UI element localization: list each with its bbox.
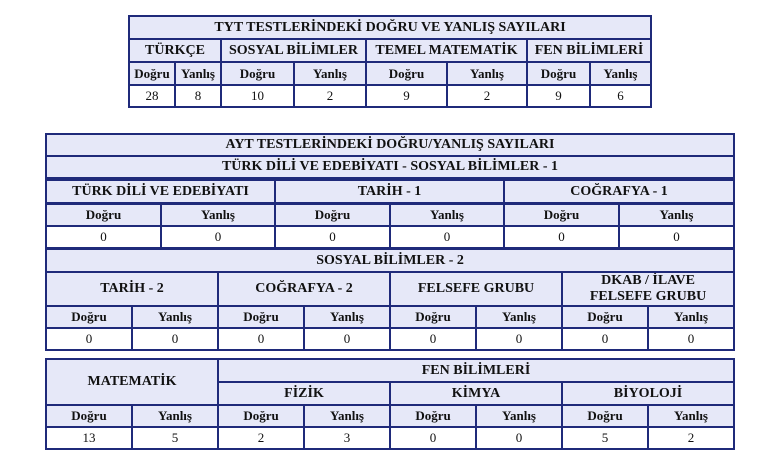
ayt-tarih-2-dogru: 0	[46, 328, 132, 350]
ayt-cografya-1-dogru: 0	[504, 226, 619, 248]
tyt-yanlis-label: Yanlış	[294, 62, 366, 85]
ayt-felsefe-dogru: 0	[390, 328, 476, 350]
ayt-dogru-label: Doğru	[562, 405, 648, 427]
ayt-tarih-1-yanlis: 0	[390, 226, 504, 248]
ayt-section1-values	[45, 203, 735, 249]
tyt-matematik-yanlis: 2	[447, 85, 527, 107]
ayt-cografya-1-yanlis: 0	[619, 226, 734, 248]
ayt-felsefe-yanlis: 0	[476, 328, 562, 350]
ayt-biyoloji-yanlis: 2	[648, 427, 734, 449]
ayt-dogru-label: Doğru	[46, 306, 132, 328]
ayt-subject-fizik: FİZİK	[218, 382, 390, 405]
ayt-cografya-2-yanlis: 0	[304, 328, 390, 350]
ayt-subject-biyoloji: BİYOLOJİ	[562, 382, 734, 405]
ayt-cografya-2-dogru: 0	[218, 328, 304, 350]
ayt-fizik-yanlis: 3	[304, 427, 390, 449]
tyt-title: TYT TESTLERİNDEKİ DOĞRU VE YANLIŞ SAYILARI	[129, 16, 651, 39]
tyt-matematik-dogru: 9	[366, 85, 447, 107]
tyt-subject-fen: FEN BİLİMLERİ	[527, 39, 651, 62]
ayt-matematik-dogru: 13	[46, 427, 132, 449]
tyt-turkce-dogru: 28	[129, 85, 175, 107]
ayt-biyoloji-dogru: 5	[562, 427, 648, 449]
ayt-section3	[45, 358, 735, 450]
ayt-subject-matematik: MATEMATİK	[46, 359, 218, 405]
ayt-yanlis-label: Yanlış	[648, 405, 734, 427]
tyt-yanlis-label: Yanlış	[590, 62, 651, 85]
ayt-tarih-1-dogru: 0	[275, 226, 390, 248]
tyt-sosyal-yanlis: 2	[294, 85, 366, 107]
ayt-kimya-dogru: 0	[390, 427, 476, 449]
ayt-title: AYT TESTLERİNDEKİ DOĞRU/YANLIŞ SAYILARI	[46, 134, 734, 156]
ayt-dogru-label: Doğru	[562, 306, 648, 328]
ayt-subject-felsefe: FELSEFE GRUBU	[390, 272, 562, 306]
ayt-subject-cografya-1: COĞRAFYA - 1	[504, 180, 734, 203]
ayt-fen-title: FEN BİLİMLERİ	[218, 359, 734, 382]
tyt-dogru-label: Doğru	[221, 62, 294, 85]
ayt-dogru-label: Doğru	[46, 204, 161, 226]
tyt-turkce-yanlis: 8	[175, 85, 221, 107]
tyt-subject-temel-matematik: TEMEL MATEMATİK	[366, 39, 527, 62]
ayt-dogru-label: Doğru	[504, 204, 619, 226]
tyt-fen-dogru: 9	[527, 85, 590, 107]
ayt-dkab-dogru: 0	[562, 328, 648, 350]
ayt-subject-dkab: DKAB / İLAVE FELSEFE GRUBU	[562, 272, 734, 306]
ayt-dogru-label: Doğru	[390, 405, 476, 427]
tyt-sosyal-dogru: 10	[221, 85, 294, 107]
tyt-yanlis-label: Yanlış	[447, 62, 527, 85]
ayt-dogru-label: Doğru	[218, 306, 304, 328]
tyt-subject-turkce: TÜRKÇE	[129, 39, 221, 62]
ayt-results-table	[45, 133, 735, 179]
ayt-fizik-dogru: 2	[218, 427, 304, 449]
ayt-dogru-label: Doğru	[218, 405, 304, 427]
ayt-section2	[45, 248, 735, 351]
tyt-dogru-label: Doğru	[129, 62, 175, 85]
ayt-yanlis-label: Yanlış	[476, 405, 562, 427]
ayt-yanlis-label: Yanlış	[132, 405, 218, 427]
ayt-dogru-label: Doğru	[46, 405, 132, 427]
ayt-yanlis-label: Yanlış	[476, 306, 562, 328]
ayt-subject-turk-dili: TÜRK DİLİ VE EDEBİYATI	[46, 180, 275, 203]
ayt-matematik-yanlis: 5	[132, 427, 218, 449]
ayt-tarih-2-yanlis: 0	[132, 328, 218, 350]
ayt-dogru-label: Doğru	[390, 306, 476, 328]
ayt-yanlis-label: Yanlış	[132, 306, 218, 328]
tyt-dogru-label: Doğru	[366, 62, 447, 85]
ayt-subject-tarih-2: TARİH - 2	[46, 272, 218, 306]
tyt-dogru-label: Doğru	[527, 62, 590, 85]
ayt-subject-cografya-2: COĞRAFYA - 2	[218, 272, 390, 306]
ayt-yanlis-label: Yanlış	[648, 306, 734, 328]
ayt-section1-title: TÜRK DİLİ VE EDEBİYATI - SOSYAL BİLİMLER - 1	[46, 156, 734, 178]
tyt-results-table	[128, 15, 652, 108]
ayt-yanlis-label: Yanlış	[619, 204, 734, 226]
ayt-yanlis-label: Yanlış	[304, 306, 390, 328]
ayt-yanlis-label: Yanlış	[390, 204, 504, 226]
ayt-turk-dili-dogru: 0	[46, 226, 161, 248]
ayt-dogru-label: Doğru	[275, 204, 390, 226]
ayt-kimya-yanlis: 0	[476, 427, 562, 449]
ayt-yanlis-label: Yanlış	[304, 405, 390, 427]
ayt-section2-title: SOSYAL BİLİMLER - 2	[46, 249, 734, 272]
ayt-yanlis-label: Yanlış	[161, 204, 275, 226]
ayt-dkab-yanlis: 0	[648, 328, 734, 350]
tyt-subject-sosyal: SOSYAL BİLİMLER	[221, 39, 366, 62]
ayt-subject-kimya: KİMYA	[390, 382, 562, 405]
tyt-yanlis-label: Yanlış	[175, 62, 221, 85]
ayt-subject-tarih-1: TARİH - 1	[275, 180, 504, 203]
ayt-turk-dili-yanlis: 0	[161, 226, 275, 248]
ayt-section1-headers	[45, 179, 735, 204]
tyt-fen-yanlis: 6	[590, 85, 651, 107]
